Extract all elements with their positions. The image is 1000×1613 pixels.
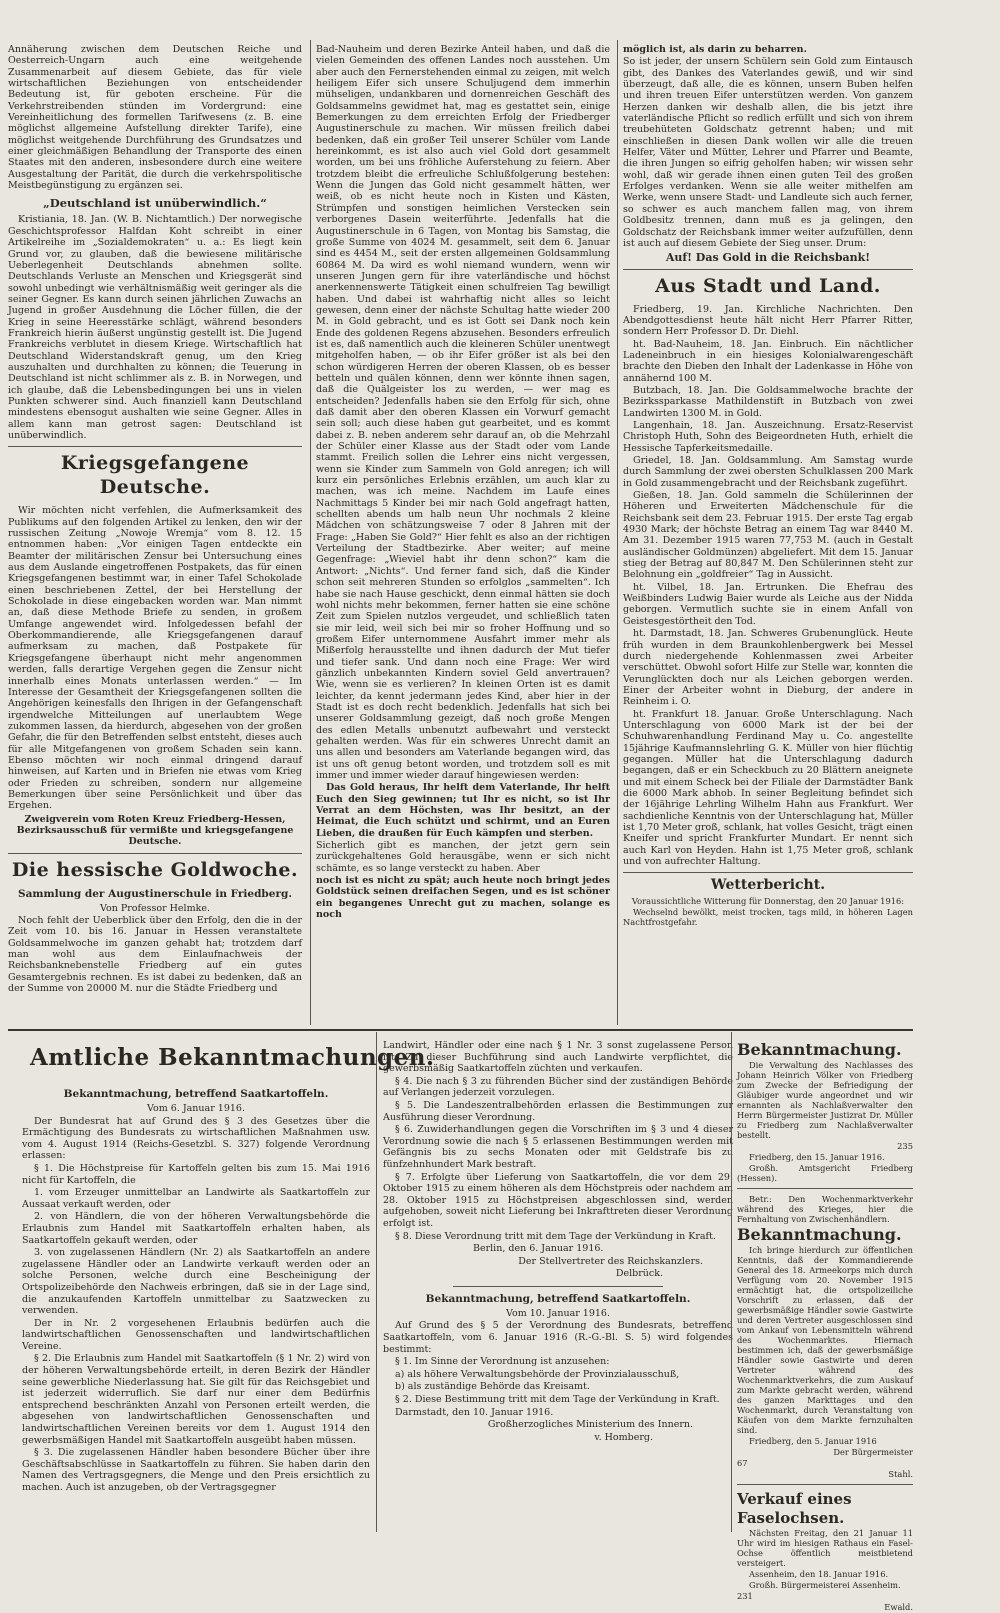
notice-text: § 1. Im Sinne der Verordnung ist anzusehen: bbox=[395, 1356, 610, 1368]
notice-text: § 1. Die Höchstpreise für Kartoffeln gelten bis zum 15. Mai 1916 nicht für Kartoffeln, die bbox=[22, 1162, 370, 1186]
notice-subheadline: Bekanntmachung, betreffend Saatkartoffeln. bbox=[63, 1088, 329, 1100]
notice-subheadline: Bekanntmachung, betreffend Saatkartoffeln. bbox=[425, 1292, 691, 1305]
column-right bbox=[623, 44, 913, 928]
divider bbox=[737, 1484, 913, 1485]
news-item: Friedberg, 19. Jan. Kirchliche Nachrichten. Den Abendgottesdienst heute hält nicht Herr Pfarrer Ritter, sondern Herr Professor D. Dr. Diehl. bbox=[623, 303, 913, 338]
subheadline: Sammlung der Augustinerschule in Friedberg. bbox=[18, 887, 292, 900]
notice-text: Ich bringe hierdurch zur öffentlichen Kenntnis, daß der Kommandierende General des 18. Armeekorps mich durch Verfügung vom 20. November 1915 ermächtigt hat, die ortspolizeiliche Vorschrift zu erlassen, daß der gewerbsmäßige Händler sowie Gastwirte und deren Vertreter ausgeschlossen sind vom Ankauf von Lebensmitteln während des Wochenmarktes. Hiernach bestimmen ich, daß der gewerbsmäßige Händler sowie Gastwirte und deren Vertreter während des Wochenmarktverkehrs, die zum Auskauf zum Markte gebracht werden, während des ganzen Markttages und den Wochenmarkt, durch Veranstaltung von Käufen von dem Markte fernzuhalten sind. bbox=[737, 1245, 913, 1435]
notice-subject: Betr.: Den Wochenmarktverkehr während des Krieges, hier die Fernhaltung von Zwischenhändlern. bbox=[737, 1194, 913, 1224]
news-item: Langenhain, 18. Jan. Auszeichnung. Ersatz-Reservist Christoph Huth, Sohn des Beigeordneten Huth, erhielt die Hessische Tapferkeitsmedaille. bbox=[623, 419, 913, 454]
notice-text: 2. von Händlern, die von der höheren Verwaltungsbehörde die Erlaubnis zum Handel mit Saatkartoffeln erhalten haben, als Saatkartoffeln gekauft werden, oder bbox=[22, 1211, 370, 1246]
notice-signer: Großh. Amtsgericht Friedberg (Hessen). bbox=[737, 1163, 913, 1183]
notice-signer: Der Stellvertreter des Reichskanzlers. bbox=[518, 1255, 703, 1267]
notice-number: 67 bbox=[737, 1458, 748, 1468]
notice-text: 1. vom Erzeuger unmittelbar an Landwirte als Saatkartoffeln zur Aussaat verkauft werden, oder bbox=[22, 1187, 370, 1210]
notice-text: § 4. Die nach § 3 zu führenden Bücher sind der zuständigen Behörde auf Verlangen jederzeit vorzulegen. bbox=[383, 1075, 733, 1099]
section-rule bbox=[8, 1029, 913, 1031]
news-item: Gießen, 18. Jan. Gold sammeln die Schülerinnen der Höheren und Erweiterten Mädchenschule für die Reichsbank seit dem 23. Februar 1915. Der erste Tag ergab 4930 Mark; der höchste Betrag an einem Tag war 8440 M. Am 31. Dezember 1915 waren 77,753 M. (auch in Gestalt ausländischer Goldmünzen) abgeliefert. Mit dem 15. Januar stieg der Betrag auf 80,847 M. Den Schülerinnen steht zur Belohnung ein „goldfreier“ Tag in Aussicht. bbox=[623, 490, 913, 581]
official-notice-left bbox=[22, 1086, 370, 1495]
notice-place: Darmstadt, den 10. Januar 1916. bbox=[395, 1406, 554, 1418]
notice-text: Der Bundesrat hat auf Grund des § 3 des Gesetzes über die Ermächtigung des Bundesrats zu wirtschaftlichen Maßnahmen usw. vom 4. August 1914 (Reichs-Gesetzbl. S. 327) folgende Verordnung erlassen: bbox=[22, 1115, 370, 1162]
lower-rule-1 bbox=[376, 1032, 377, 1532]
headline-amtliche: Amtliche Bekanntmachungen. bbox=[30, 1044, 435, 1071]
headline-faselochsen: Verkauf eines Faselochsen. bbox=[737, 1490, 852, 1527]
byline: Von Professor Helmke. bbox=[99, 902, 211, 914]
notice-text: § 6. Zuwiderhandlungen gegen die Vorschriften im § 3 und 4 dieser Verordnung sowie die nach § 5 erlassenen Bestimmungen werden mit Gefängnis bis zu sechs Monaten oder mit Geldstrafe bis zu fünfzehnhundert Mark bestraft. bbox=[383, 1124, 733, 1170]
notice-text: § 5. Die Landeszentralbehörden erlassen die Bestimmungen zur Ausführung dieser Verordnung. bbox=[383, 1099, 733, 1123]
article-bold-text: Das Gold heraus, Ihr helft dem Vaterlande, Ihr helft Euch den Sieg gewinnen; tut Ihr es nicht, so ist Ihr Verrat an dem Höchsten, was Ihr besitzt, an der Heimat, die Euch schützt und schirmt, und an Euren Lieben, die draußen für Euch kämpfen und sterben. bbox=[316, 782, 610, 839]
headline-kriegsgefangene: Kriegsgefangene Deutsche. bbox=[60, 452, 250, 499]
divider bbox=[8, 853, 302, 854]
news-item: ht. Darmstadt, 18. Jan. Schweres Grubenunglück. Heute früh wurden in dem Braunkohlenbergwerk bei Messel durch niedergehende Kohlenmassen zwei Arbeiter verschüttet. Obwohl sofort Hilfe zur Stelle war, konnten die Verunglückten doch nur als Leichen geborgen werden. Einer der Arbeiter wohnt in Dieburg, der andere in Reinheim i. O. bbox=[623, 628, 913, 708]
news-item: ht. Frankfurt 18. Januar. Große Unterschlagung. Nach Unterschlagung von 6000 Mark ist der bei der Schuhwarenhandlung Ferdinand May u. Co. angestellte 15jährige Kaufmannslehrling G. K. Müller von hier flüchtig gegangen. Müller hat die Unterschlagung dadurch begangen, daß er ein Scheckbuch zu 20 Blättern aneignete und mit einem Scheck bei der Filiale der Darmstädter Bank die 6000 Mark abhob. In seiner Begleitung befindet sich der 16jährige Lehrling Wilhelm Hahn aus Frankfurt. Wer sachdienliche Kenntnis von der Unterschlagung hat, Müller ist 1,70 Meter groß, schlank, hat volles Gesicht, trägt einen Kneifer und spricht Frankfurter Mundart. Er nennt sich auch Karl von Heyden. Hahn ist 1,75 Meter groß, schlank und von aufrechter Haltung. bbox=[623, 708, 913, 868]
notice-text: § 7. Erfolgte über Lieferung von Saatkartoffeln, die vor dem 29. Oktober 1915 zu einem höheren als dem Höchstpreis oder nachdem am 28. Oktober 1915 zu Höchstpreisen abgeschlossen sind, werden aufgehoben, soweit nicht Lieferung bei Inkrafttreten dieser Verordnung erfolgt ist. bbox=[383, 1171, 733, 1229]
notice-number: 231 bbox=[737, 1591, 753, 1601]
divider bbox=[737, 1188, 913, 1189]
notice-signer: Der Bürgermeister bbox=[833, 1447, 913, 1457]
notice-name: v. Homberg. bbox=[594, 1431, 653, 1443]
column-rule-1 bbox=[310, 40, 311, 1025]
article-bold-text: noch ist es nicht zu spät; auch heute noch bringt jedes Goldstück seinen dreifachen Segen, und es ist schöner ein begangenes Unrecht gut zu machen, solange es noch bbox=[316, 875, 610, 921]
article-text: Bad-Nauheim und deren Bezirke Anteil haben, und daß die vielen Gemeinden des offenen Landes noch ausstehen. Um aber auch den Fernerstehenden einmal zu zeigen, mit welch heiligem Eifer sich unsere Schuljugend dem immerhin mühseligen, undankbaren und dornenreichen Geschäft des Goldsammelns gewidmet hat, mag es gestattet sein, einige Bemerkungen zu dem erreichten Erfolg der Friedberger Augustinerschule zu machen. Wir müssen freilich dabei bedenken, daß ein großer Teil unserer Schüler vom Lande hereinkommt, es ist also auch viel Gold dort gesammelt worden, um bei uns fröhliche Auferstehung zu feiern. Aber trotzdem bleibt die erfreuliche Schlußfolgerung bestehen: Wenn die Jungen das Gold nicht gesammelt hätten, wer weiß, ob es nicht heute noch in Kisten und Kästen, Strümpfen und sonstigen heimlichen Verstecken sein verborgenes Dasein weiterführte. Jedenfalls hat die Augustinerschule in 6 Tagen, von Montag bis Samstag, die große Summe von 4024 M. gesammelt, seit dem 6. Januar sind es 4454 M., seit der ersten allgemeinen Goldsammlung 60864 M. Da wird es wohl niemand wundern, wenn wir unseren Jungen gern für ihre vaterländische und höchst anerkennenswerte Tätigkeit einen schulfreien Tag bewilligt haben. Und dabei ist wahrhaftig nicht alles so leicht gewesen, denn einer der nächste Schultag hatte wieder 200 M. in Gold gebracht, und es ist Gott sei Dank noch kein Ende des goldenen Regens abzusehen. Besonders erfreulich ist es, daß namentlich auch die kleineren Schüler unentwegt mitgeholfen haben, — ob ihr Eifer größer ist als bei den schon würdigeren Herren der oberen Klassen, ob es besser betteln und quälen können, denn wer könnte ihnen sagen, daß die Quälgeister los zu werden, — wer mag es entscheiden? Jedenfalls haben sie den Erfolg für sich, ohne daß damit aber den oberen Klassen ein Vorwurf gemacht sein soll; auch diese haben gut gearbeitet, und es kommt dabei z. B. neben anderem sehr darauf an, ob die Mehrzahl der Schüler einer Klasse aus der Stadt oder vom Lande stammt. Freilich sollen die Lehrer eins nicht vergessen, wenn sie Kinder zum Sammeln von Gold anregen; ich will kurz ein persönliches Erlebnis erzählen, um auch klar zu machen, was ich meine. Nachdem im Laufe eines Nachmittags 5 Kinder bei mir nach Gold angefragt hatten, schellten abends um halb neun Uhr nochmals 2 kleine Mädchen von schätzungsweise 7 oder 8 Jahren mit der Frage: „Haben Sie Gold?“ Hier fehlt es also an der richtigen Verteilung der Stadtbezirke. Aber weiter; auf meine Gegenfrage: „Wieviel habt ihr denn schon?“ kam die Antwort: „Nichts“. Und ferner fand sich, daß die Kinder schon seit mehreren Stunden so erfolglos „sammelten“. Ich habe sie nach Hause geschickt, denn einmal hätten sie doch wohl nichts mehr bekommen, ferner hatten sie eine schöne Zeit zum Spielen nutzlos vergeudet, und schließlich taten sie mir leid, weil sich bei mir so froher Hoffnung und so großem Eifer unternommene Ausfahrt immer mehr als Mißerfolg herausstellte und ihnen dadurch der Mut tiefer und tiefer sank. Und dann noch eine Frage: Wer wird gänzlich unbekannten Kindern soviel Geld anvertrauen? Wie, wenn sie es verlieren? In kleinen Orten ist es damit leichter, da kennt jedermann jedes Kind, aber hier in der Stadt ist es doch recht bedenklich. Jedenfalls hat sich bei unserer Goldsammlung gezeigt, daß noch große Mengen des edlen Metalls unbenutzt aufbewahrt und versteckt gehalten werden. Was für ein schweres Unrecht damit an uns allen und besonders am Vaterlande begangen wird, das ist uns oft genug betont worden, und trotzdem soll es mit immer und immer wieder darauf hingewiesen werden: bbox=[316, 44, 610, 781]
notice-text: a) als höhere Verwaltungsbehörde der Provinzialausschuß, bbox=[395, 1368, 680, 1380]
notice-text: Die Verwaltung des Nachlasses des Johann Heinrich Völker von Friedberg zum Zwecke der Befriedigung der Gläubiger wurde angeordnet und wir ernannten als Nachlaßverwalter den Herrn Bürgermeister Justizrat Dr. Müller zu Friedberg zum Nachlaßverwalter bestellt. bbox=[737, 1060, 913, 1140]
news-item: Griedel, 18. Jan. Goldsammlung. Am Samstag wurde durch Sammlung der zwei obersten Schulklassen 200 Mark in Gold zusammengebracht und der Reichsbank zugeführt. bbox=[623, 455, 913, 489]
headline-unueberwindlich: „Deutschland ist unüberwindlich.“ bbox=[43, 196, 267, 211]
notice-place: Assenheim, den 18. Januar 1916. bbox=[749, 1569, 889, 1579]
notice-place: Berlin, den 6. Januar 1916. bbox=[473, 1243, 604, 1255]
notice-signer: Großh. Bürgermeisterei Assenheim. bbox=[749, 1580, 901, 1590]
article-text: Noch fehlt der Ueberblick über den Erfolg, den die in der Zeit vom 10. bis 16. Januar in Hessen veranstaltete Goldsammelwoche im ganzen gehabt hat; trotzdem darf man wohl aus dem Einlaufnachweis der Reichsbanknebenstelle Friedberg auf ein gutes Gesamtergebnis rechnen. Es ist dabei zu bedenken, daß an der Summe von 20000 M. nur die Städte Friedberg und bbox=[8, 915, 302, 995]
article-text: Annäherung zwischen dem Deutschen Reiche und Oesterreich-Ungarn auch eine weitgehende Zusammenarbeit auf diesem Gebiete, das für viele wirtschaftlichen Beziehungen von entscheidender Bedeutung ist, für geboten erscheine. Für die Verkehrstreibenden stünden im Vordergrund: eine Vereinheitlichung des formellen Tarifwesens (z. B. eine möglichst allgemeine Aufstellung direkter Tarife), eine möglichst weitgehende Durchführung des Grundsatzes und einer gleichmäßigen Behandlung der Transporte des einen Staates mit den anderen, insbesondere durch eine weitere Ausgestaltung der Parität, die durch die verkehrspolitische Meistbegünstigung zu ergänzen sei. bbox=[8, 44, 302, 192]
article-text: Kristiania, 18. Jan. (W. B. Nichtamtlich.) Der norwegische Geschichtsprofessor Halfdan Koht schreibt in einer Artikelreihe im „Sozialdemokraten“ u. a.: Es liegt kein Grund vor, zu glauben, daß die bewiesene militärische Ueberlegenheit Deutschlands abnehmen sollte. Deutschlands Verluste an Menschen und Kriegsgerät sind sowohl unbedingt wie verhältnismäßig weit geringer als die seiner Gegner. Es kann durch seinen jährlichen Zuwachs an Jugend in großer Ausdehnung die Löcher füllen, die der Krieg in seine Heeresstärke schlägt, während besonders Frankreich hierin äußerst ungünstig gestellt ist. Die Jugend Frankreichs verblutet in diesem Kriege. Wirtschaftlich hat Deutschland Widerstandskraft genug, um den Krieg auszuhalten und durchhalten zu können; die Teuerung in Deutschland ist nicht schlimmer als z. B. in Norwegen, und ich glaube, daß die Lebensbedingungen bei uns in vielen Punkten schwerer sind. Auch finanziell kann Deutschland mindestens ebensogut aushalten wie seine Gegner. Alles in allem kann man getrost sagen: Deutschland ist unüberwindlich. bbox=[8, 214, 302, 441]
article-bold-text: möglich ist, als darin zu beharren. bbox=[623, 44, 807, 55]
column-middle bbox=[316, 44, 610, 921]
notice-text: § 3. Die zugelassenen Händler haben besondere Bücher über ihre Geschäftsabschlüsse in Saatkartoffeln zu führen. Sie haben darin den Namen des Vertragsgegners, die Menge und den Preis ersichtlich zu machen. Auch ist anzugeben, ob der Vertragsgegner bbox=[22, 1447, 370, 1493]
notice-name: Stahl. bbox=[888, 1469, 913, 1479]
notice-number: 235 bbox=[897, 1141, 913, 1151]
headline-wetterbericht: Wetterbericht. bbox=[710, 877, 826, 894]
notice-name: Delbrück. bbox=[615, 1268, 663, 1280]
column-rule-2 bbox=[617, 40, 618, 1025]
article-text: So ist jeder, der unsern Schülern sein Gold zum Eintausch gibt, des Dankes des Vaterlandes gewiß, und wir sind überzeugt, daß alle, die es können, unsern Buben helfen und ihren treuen Eifer unterstützen werden. Von ganzem Herzen danken wir deshalb allen, die bis jetzt ihre vaterländische Pflicht so redlich erfüllt und sich von ihrem treubehüteten Goldschatz getrennt haben; und mit einschließen in diesen Dank wollen wir alle die treuen Helfer, Väter und Mütter, Lehrer und Pfarrer und Beamte, die ihren Jungen so eifrig geholfen haben; wir wissen sehr wohl, daß wir gerade ihnen einen guten Teil des großen Erfolges verdanken. Wenn sie alle weiter mithelfen am Werke, wenn unsere Stadt- und Landleute sich auch ferner, so schwer es auch manchem fallen mag, von ihrem Goldbesitz trennen, dann muß es ja gelingen, den Goldschatz der Reichsbank immer weiter aufzufüllen, denn ist auch auf diesem Gebiete der Sieg unser. Drum: bbox=[623, 56, 913, 249]
notice-text: Der in Nr. 2 vorgesehenen Erlaubnis bedürfen auch die landwirtschaftlichen Genossenschaften und landwirtschaftlichen Vereine. bbox=[22, 1317, 370, 1352]
divider bbox=[453, 1286, 663, 1287]
notice-text: 3. von zugelassenen Händlern (Nr. 2) als Saatkartoffeln an andere zugelassene Händler oder an Landwirte verkauft werden oder an solche Personen, welche durch eine Bescheinigung der Ortspolizeibehörde den Nachweis erbringen, daß sie in der Lage sind, die anzukaufenden Kartoffeln unmittelbar zu Saatzwecken zu verwenden. bbox=[22, 1247, 370, 1317]
news-item: Butzbach, 18. Jan. Die Goldsammelwoche brachte der Bezirkssparkasse Mathildenstift in Butzbach von zwei Landwirten 1300 M. in Gold. bbox=[623, 384, 913, 419]
article-text: Wir möchten nicht verfehlen, die Aufmerksamkeit des Publikums auf den folgenden Artikel zu lenken, den wir der russischen Zeitung „Nowoje Wremja“ vom 8. 12. 15 entnommen haben: „Vor einigen Tagen entdeckte ein Beamter der militärischen Zensur bei Untersuchung eines aus dem Auslande eingetroffenen Postpakets, das für einen Kriegsgefangenen bestimmt war, in einer Tafel Schokolade einen beschriebenen Zettel, der bei Herstellung der Schokolade in diese eingebacken worden war. Man nimmt an, daß diese Methode Briefe zu senden, in großem Umfange angewendet wird. Infolgedessen befahl der Oberkommandierende, alle Kriegsgefangenen darauf aufmerksam zu machen, daß Postpakete für Kriegsgefangene überhaupt nicht mehr angenommen werden, falls derartige Vergehen gegen die Zensur nicht innerhalb eines Monats unterlassen werden.“ — Im Interesse der Gesamtheit der Kriegsgefangenen sollten die Angehörigen keinesfalls den Ihrigen in der Gefangenschaft irgendwelche Mitteilungen auf unerlaubtem Wege zukommen lassen, da hierdurch, abgesehen von der großen Gefahr, die für den Betreffenden selbst entsteht, dieses auch für alle Mitgefangenen von großem Schaden sein kann. Ebenso möchten wir noch einmal dringend darauf hinweisen, auf Karten und in Briefen nie etwas vom Krieg oder Frieden zu schreiben, sondern nur allgemeine Bemerkungen über seine Persönlichkeit und über das Ergehen. bbox=[8, 505, 302, 812]
notice-text: § 8. Diese Verordnung tritt mit dem Tage der Verkündung in Kraft. bbox=[395, 1230, 716, 1242]
notice-signer: Großherzogliches Ministerium des Innern. bbox=[487, 1419, 693, 1431]
notice-place: Friedberg, den 5. Januar 1916 bbox=[749, 1436, 877, 1446]
news-item: ht. Bad-Nauheim, 18. Jan. Einbruch. Ein nächtlicher Ladeneinbruch in ein hiesiges Kolonialwarengeschäft brachte den Dieben den Inhalt der Ladenkasse in Höhe von annähernd 100 M. bbox=[623, 338, 913, 384]
divider bbox=[623, 872, 913, 873]
notice-date: Vom 10. Januar 1916. bbox=[506, 1307, 610, 1319]
column-left bbox=[8, 44, 302, 995]
news-item: ht. Vilbel, 18. Jan. Ertrunken. Die Ehefrau des Weißbinders Ludwig Baier wurde als Leiche aus der Nidda geborgen. Vermutlich suchte sie in einem Anfall von Geistesgestörtheit den Tod. bbox=[623, 581, 913, 627]
divider bbox=[8, 446, 302, 447]
notice-place: Friedberg, den 15. Januar 1916. bbox=[749, 1152, 885, 1162]
headline-bekanntmachung-2: Bekanntmachung. bbox=[737, 1225, 902, 1244]
divider bbox=[623, 269, 913, 270]
notice-text: b) als zuständige Behörde das Kreisamt. bbox=[395, 1381, 590, 1393]
notice-date: Vom 6. Januar 1916. bbox=[147, 1103, 245, 1114]
headline-stadt-land: Aus Stadt und Land. bbox=[655, 274, 881, 297]
lower-rule-2 bbox=[731, 1032, 732, 1532]
notice-name: Ewald. bbox=[884, 1602, 913, 1612]
weather-date: Voraussichtliche Witterung für Donnerstag, den 20 Januar 1916: bbox=[631, 896, 905, 907]
signature: Zweigverein vom Roten Kreuz Friedberg-Hessen, Bezirksausschuß für vermißte und kriegsgefangene Deutsche. bbox=[16, 813, 294, 848]
article-text: Sicherlich gibt es manchen, der jetzt gern sein zurückgehaltenes Gold herausgäbe, wenn er sich nicht schämte, es so lange versteckt zu haben. Aber bbox=[316, 840, 610, 874]
headline-goldwoche: Die hessische Goldwoche. bbox=[11, 858, 299, 881]
notice-text: Auf Grund des § 5 der Verordnung des Bundesrats, betreffend Saatkartoffeln, vom 6. Januar 1916 (R.-G.-Bl. S. 5) wird folgendes bestimmt: bbox=[383, 1320, 733, 1355]
slogan: Auf! Das Gold in die Reichsbank! bbox=[665, 251, 871, 265]
notice-text: Landwirt, Händler oder eine nach § 1 Nr. 3 sonst zugelassene Person ist. Zu dieser Buchführung sind auch Landwirte verpflichtet, die gewerbsmäßig Saatkartoffeln züchten und verkaufen. bbox=[383, 1040, 733, 1075]
official-notice-middle bbox=[383, 1040, 733, 1444]
weather-text: Wechselnd bewölkt, meist trocken, tags mild, in höheren Lagen Nachtfrostgefahr. bbox=[623, 907, 913, 928]
official-notice-right bbox=[737, 1040, 913, 1613]
notice-text: § 2. Diese Bestimmung tritt mit dem Tage der Verkündung in Kraft. bbox=[395, 1394, 720, 1406]
headline-bekanntmachung-1: Bekanntmachung. bbox=[737, 1040, 902, 1059]
notice-text: Nächsten Freitag, den 21 Januar 11 Uhr wird im hiesigen Rathaus ein Fasel-Ochse öffentlich meistbietend versteigert. bbox=[737, 1528, 913, 1568]
notice-text: § 2. Die Erlaubnis zum Handel mit Saatkartoffeln (§ 1 Nr. 2) wird von der höheren Verwaltungsbehörde erteilt, in deren Bezirk der Händler seine gewerbliche Niederlassung hat. Sie gilt für das Reichsgebiet und ist jederzeit widerruflich. Sie darf nur einer dem Bedürfnis entsprechend beschränkten Anzahl von Personen erteilt werden, die abgesehen von landwirtschaftlichen Genossenschaften und landwirtschaftlichen Vereinen bereits vor dem 1. August 1914 den gewerbsmäßigen Handel mit Saatkartoffeln ausgeübt haben müssen. bbox=[22, 1353, 370, 1446]
